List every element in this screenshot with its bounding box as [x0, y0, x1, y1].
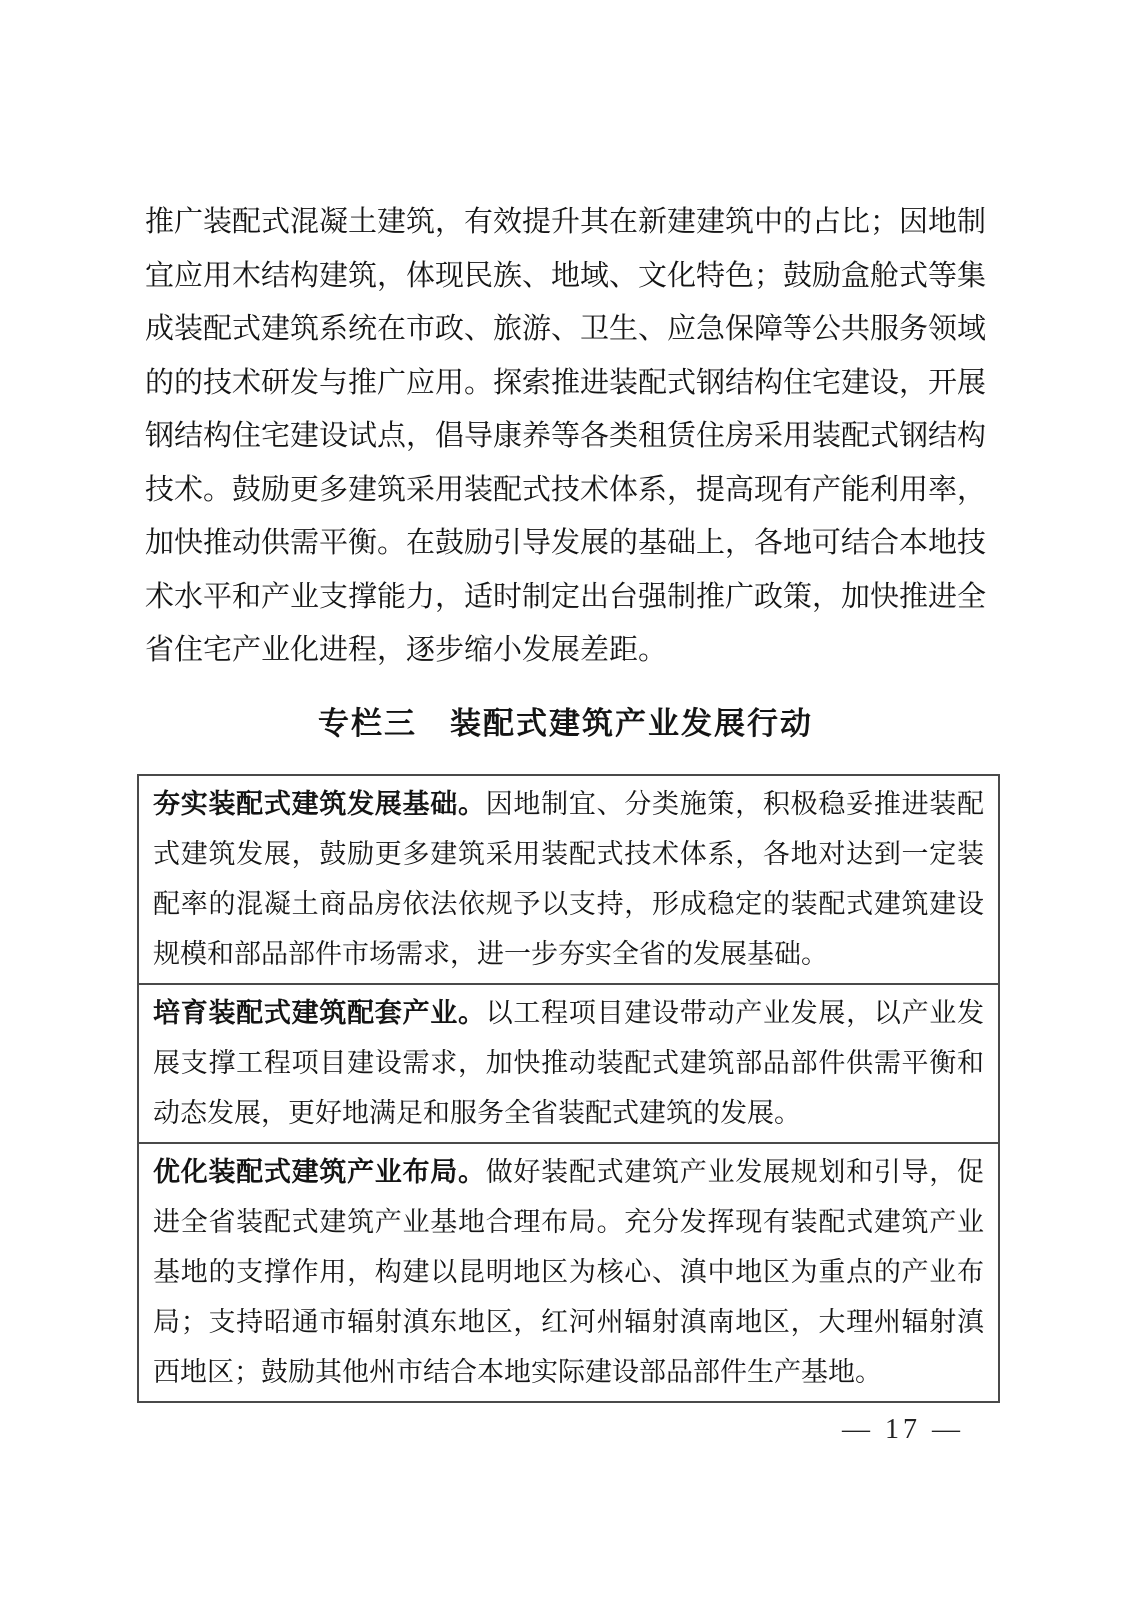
feature-box-section — [139, 1142, 998, 1401]
feature-box — [137, 774, 1000, 1403]
feature-box-section — [139, 776, 998, 983]
body-text-line: 宜应用木结构建筑，体现民族、地域、文化特色；鼓励盒舱式等集 — [145, 259, 987, 292]
body-text-line: 技术。鼓励更多建筑采用装配式技术体系，提高现有产能利用率， — [145, 473, 987, 506]
body-text-line: 钢结构住宅建设试点，倡导康养等各类租赁住房采用装配式钢结构 — [145, 420, 987, 452]
feature-box-title: 专栏三 装配式建筑产业发展行动 — [318, 705, 813, 741]
page-number: — 17 — — [842, 1413, 964, 1445]
body-text-line: 成装配式建筑系统在市政、旅游、卫生、应急保障等公共服务领域 — [145, 313, 987, 345]
feature-box-section-text: 因地制宜、分类施策，积极稳妥推进装配式建筑发展，鼓励更多建筑采用装配式技术体系，各地对达到一定装配率的混凝土商品房依法依规予以支持，形成稳定的装配式建筑建设规模和部品部件市场需求，进一步夯实全省的发展基础。 — [153, 788, 985, 969]
feature-box-section-lead: 优化装配式建筑产业布局。 — [153, 1156, 486, 1187]
body-text-line: 加快推动供需平衡。在鼓励引导发展的基础上，各地可结合本地技 — [145, 527, 987, 559]
feature-box-section — [139, 983, 998, 1142]
body-text-line: 的的技术研发与推广应用。探索推进装配式钢结构住宅建设，开展 — [145, 366, 987, 399]
feature-box-section-text: 做好装配式建筑产业发展规划和引导，促进全省装配式建筑产业基地合理布局。充分发挥现有装配式建筑产业基地的支撑作用，构建以昆明地区为核心、滇中地区为重点的产业布局；支持昭通市辐射滇东地区，红河州辐射滇南地区，大理州辐射滇西地区；鼓励其他州市结合本地实际建设部品部件生产基地。 — [153, 1156, 985, 1387]
body-text-line: 推广装配式混凝土建筑，有效提升其在新建建筑中的占比；因地制 — [145, 206, 987, 238]
body-text-line: 术水平和产业支撑能力，适时制定出台强制推广政策，加快推进全 — [145, 580, 987, 613]
feature-box-section-lead: 夯实装配式建筑发展基础。 — [153, 788, 486, 819]
body-paragraph — [145, 196, 986, 678]
feature-box-section-lead: 培育装配式建筑配套产业。 — [153, 997, 486, 1028]
feature-box-section-text: 以工程项目建设带动产业发展，以产业发展支撑工程项目建设需求，加快推动装配式建筑部品部件供需平衡和动态发展，更好地满足和服务全省装配式建筑的发展。 — [153, 997, 985, 1128]
body-text-line: 省住宅产业化进程，逐步缩小发展差距。 — [145, 634, 668, 666]
